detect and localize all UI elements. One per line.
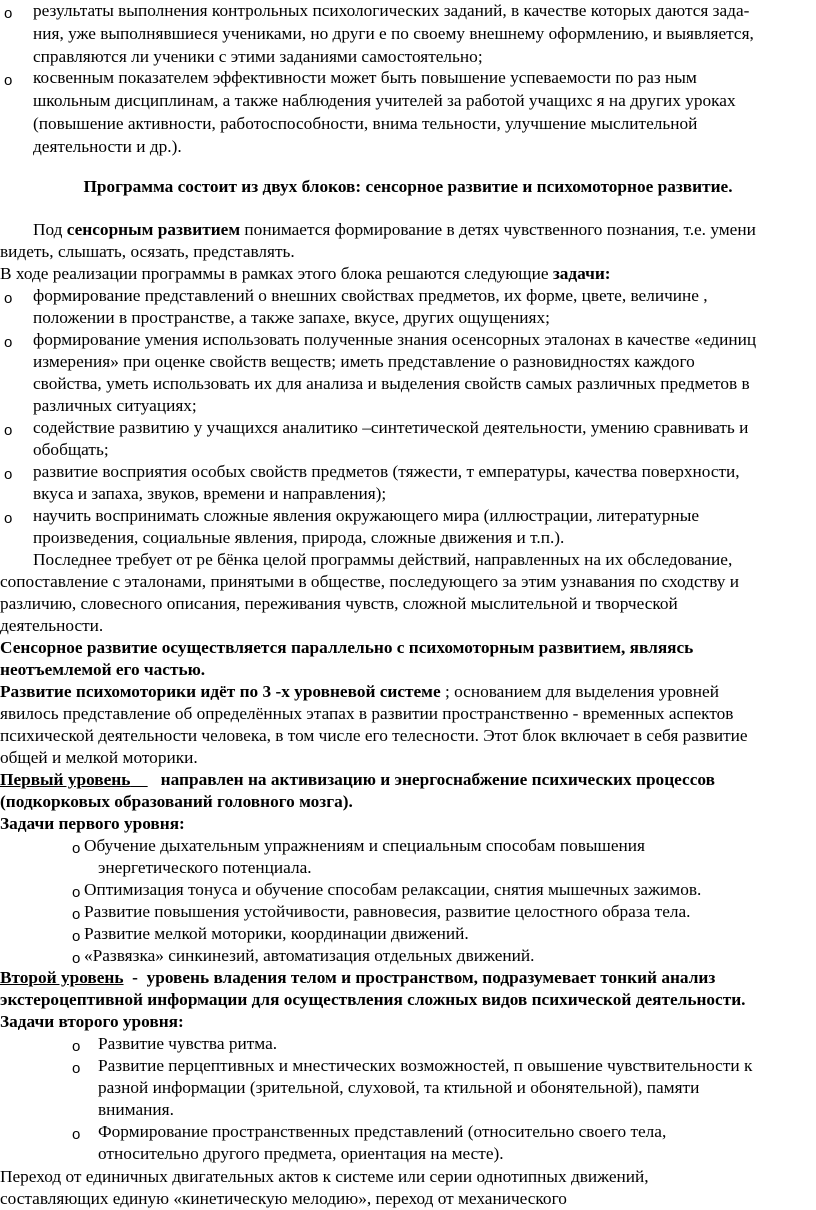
psycho-bold: Развитие психомоторики идёт по 3 -х уровневой системе: [0, 682, 441, 701]
list-bullet: o: [4, 510, 13, 527]
level1-text: направлен на активизацию и энергоснабжение психических процессов: [147, 770, 715, 789]
intro-item-2-line-2: школьным дисциплинам, а также наблюдения учителей за работой учащихс я на других уроках: [33, 91, 736, 110]
list-bullet: o: [72, 1038, 81, 1055]
psycho-line-4: общей и мелкой моторики.: [0, 748, 198, 767]
sensory-task-4-line-2: вкуса и запаха, звуков, времени и направления);: [33, 484, 387, 503]
list-bullet: o: [4, 334, 13, 351]
sensory-task-1-line-2: положении в пространстве, а также запахе, вкусе, других ощущениях;: [33, 308, 550, 327]
list-bullet: o: [72, 950, 81, 967]
intro-item-2-line-3: (повышение активности, работоспособности, внима тельности, улучшение мыслительной: [33, 114, 698, 133]
level2-title: Второй уровень: [0, 968, 124, 987]
level2-text: - уровень владения телом и пространством, подразумевает тонкий анализ: [123, 968, 716, 987]
tasks-word: задачи:: [552, 264, 611, 283]
sensory-task-1-line-1: формирование представлений о внешних свойствах предметов, их форме, цвете, величине ,: [33, 286, 708, 305]
psycho-line-2: явилось представление об определённых этапах в развитии пространственно - временных аспектов: [0, 704, 734, 723]
list-bullet: o: [72, 1126, 81, 1143]
psycho-line-1: [0, 681, 719, 703]
level1-task-1-line-1: Обучение дыхательным упражнениям и специальным способам повышения: [84, 836, 645, 855]
closing-line-2: составляющих единую «кинетическую мелодию», переход от механического: [0, 1189, 567, 1208]
tasks-prefix: В ходе реализации программы в рамках этого блока решаются следующие: [0, 264, 553, 283]
level1-line-1: [0, 769, 715, 791]
level1-task-4: Развитие мелкой моторики, координации движений.: [84, 924, 469, 943]
sensory-task-2-line-2: измерения» при оценке свойств веществ; иметь представление о разновидностях каждого: [33, 352, 695, 371]
sensory-tasks-intro: [0, 263, 611, 285]
level1-line-2: (подкорковых образований головного мозга).: [0, 792, 353, 811]
list-bullet: o: [4, 290, 13, 307]
level2-task-2-line-3: внимания.: [98, 1100, 174, 1119]
level1-task-3: Развитие повышения устойчивости, равновесия, развитие целостного образа тела.: [84, 902, 691, 921]
level2-line-2: экстероцептивной информации для осуществления сложных видов психической деятельности.: [0, 990, 746, 1009]
sensory-prefix: Под: [33, 220, 67, 239]
intro-item-1-line-2: ния, уже выполнявшиеся учениками, но други е по своему внешнему оформлению, и выявляется,: [33, 24, 754, 43]
level2-task-1: Развитие чувства ритма.: [98, 1034, 278, 1053]
sensory-intro-line-1: [33, 219, 756, 241]
parallel-line-2: неотъемлемой его частью.: [0, 660, 206, 679]
level2-task-3-line-2: относительно другого предмета, ориентация на месте).: [98, 1144, 504, 1163]
psycho-line-3: психической деятельности человека, в том числе его телесности. Этот блок включает в себя развитие: [0, 726, 748, 745]
list-bullet: o: [72, 840, 81, 857]
paragraph-line-4: деятельности.: [0, 616, 104, 635]
level2-task-2-line-1: Развитие перцептивных и мнестических возможностей, п овышение чувствительности к: [98, 1056, 753, 1075]
list-bullet: o: [4, 422, 13, 439]
intro-item-2-line-1: косвенным показателем эффективности может быть повышение успеваемости по раз ным: [33, 68, 697, 87]
sensory-term: сенсорным развитием: [66, 220, 241, 239]
level2-task-2-line-2: разной информации (зрительной, слуховой, та ктильной и обонятельной), памяти: [98, 1078, 700, 1097]
list-bullet: o: [4, 5, 13, 22]
list-bullet: o: [4, 72, 13, 89]
intro-item-1-line-3: справляются ли ученики с этими заданиями самостоятельно;: [33, 47, 483, 66]
intro-item-2-line-4: деятельности и др.).: [33, 137, 182, 156]
level1-task-5: «Развязка» синкинезий, автоматизация отдельных движений.: [84, 946, 535, 965]
list-bullet: o: [72, 928, 81, 945]
psycho-rest: ; основанием для выделения уровней: [440, 682, 719, 701]
sensory-task-4-line-1: развитие восприятия особых свойств предметов (тяжести, т емпературы, качества поверхности,: [33, 462, 740, 481]
closing-line-1: Переход от единичных двигательных актов к системе или серии однотипных движений,: [0, 1167, 649, 1186]
paragraph-line-1: Последнее требует от ре бёнка целой программы действий, направленных на их обследование,: [33, 550, 733, 569]
list-bullet: o: [4, 466, 13, 483]
level2-task-3-line-1: Формирование пространственных представлений (относительно своего тела,: [98, 1122, 667, 1141]
list-bullet: o: [72, 884, 81, 901]
level1-tasks-title: Задачи первого уровня:: [0, 814, 185, 833]
sensory-task-3-line-2: обобщать;: [33, 440, 109, 459]
sensory-intro-line-2: видеть, слышать, осязать, представлять.: [0, 242, 295, 261]
sensory-rest: понимается формирование в детях чувственного познания, т.е. умени: [240, 220, 756, 239]
intro-item-1-line-1: результаты выполнения контрольных психологических заданий, в качестве которых даются зада-: [33, 1, 750, 20]
level2-line-1: [0, 967, 715, 989]
sensory-task-2-line-3: свойства, уметь использовать их для анализа и выделения свойств самых различных предметов в: [33, 374, 750, 393]
paragraph-line-3: различию, словесного описания, переживания чувств, сложной мыслительной и творческой: [0, 594, 678, 613]
list-bullet: o: [72, 906, 81, 923]
paragraph-line-2: сопоставление с эталонами, принятыми в обществе, последующего за этим узнавания по сходству и: [0, 572, 739, 591]
sensory-task-2-line-4: различных ситуациях;: [33, 396, 197, 415]
list-bullet: o: [72, 1060, 81, 1077]
sensory-task-3-line-1: содействие развитию у учащихся аналитико –синтетической деятельности, умению сравнивать и: [33, 418, 749, 437]
level2-tasks-title: Задачи второго уровня:: [0, 1012, 184, 1031]
sensory-task-5-line-1: научить воспринимать сложные явления окружающего мира (иллюстрации, литературные: [33, 506, 699, 525]
level1-task-2: Оптимизация тонуса и обучение способам релаксации, снятия мышечных зажимов.: [84, 880, 702, 899]
sensory-task-2-line-1: формирование умения использовать полученные знания осенсорных эталонах в качестве «единиц: [33, 330, 757, 349]
parallel-line-1: Сенсорное развитие осуществляется параллельно с психомоторным развитием, являясь: [0, 638, 694, 657]
level1-task-1-line-2: энергетического потенциала.: [98, 858, 312, 877]
level1-title: Первый уровень: [0, 770, 131, 789]
sensory-task-5-line-2: произведения, социальные явления, природа, сложные движения и т.п.).: [33, 528, 565, 547]
program-heading: Программа состоит из двух блоков: сенсорное развитие и психомоторное развитие.: [83, 177, 733, 196]
